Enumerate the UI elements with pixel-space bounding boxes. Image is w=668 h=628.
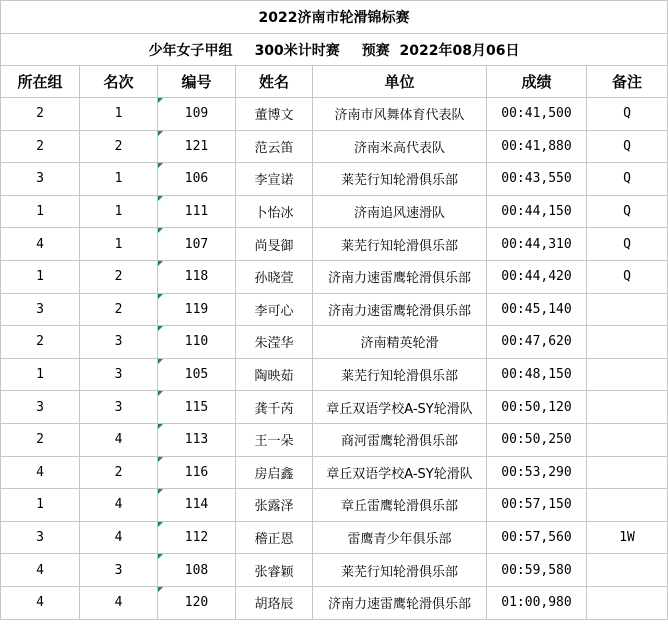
- cell-rank: 1: [80, 98, 158, 131]
- header-name: 姓名: [236, 66, 313, 98]
- cell-bib: 121: [158, 130, 236, 163]
- cell-name: 尚旻御: [236, 228, 313, 261]
- cell-result: 00:41,500: [487, 98, 587, 131]
- table-row: [1, 586, 668, 619]
- cell-group: 2: [1, 423, 80, 456]
- cell-name: 陶映茹: [236, 358, 313, 391]
- cell-note: [587, 391, 668, 424]
- cell-name: 张睿颖: [236, 554, 313, 587]
- cell-bib: 114: [158, 489, 236, 522]
- cell-unit: 济南力速雷鹰轮滑俱乐部: [313, 260, 487, 293]
- cell-name: 胡珞辰: [236, 586, 313, 619]
- cell-result: 00:50,250: [487, 423, 587, 456]
- cell-rank: 4: [80, 521, 158, 554]
- cell-name: 房启鑫: [236, 456, 313, 489]
- cell-group: 3: [1, 293, 80, 326]
- cell-result: 00:44,420: [487, 260, 587, 293]
- cell-bib: 105: [158, 358, 236, 391]
- cell-group: 1: [1, 489, 80, 522]
- cell-group: 2: [1, 98, 80, 131]
- cell-result: 00:57,560: [487, 521, 587, 554]
- cell-result: 00:41,880: [487, 130, 587, 163]
- cell-unit: 莱芜行知轮滑俱乐部: [313, 554, 487, 587]
- subtitle-group: 少年女子甲组: [148, 42, 233, 59]
- cell-unit: 莱芜行知轮滑俱乐部: [313, 228, 487, 261]
- table-row: [1, 163, 668, 196]
- table-row: [1, 521, 668, 554]
- cell-result: 00:45,140: [487, 293, 587, 326]
- cell-bib: 107: [158, 228, 236, 261]
- cell-bib: 106: [158, 163, 236, 196]
- cell-group: 4: [1, 586, 80, 619]
- cell-rank: 2: [80, 456, 158, 489]
- cell-name: 张露泽: [236, 489, 313, 522]
- table-row: [1, 456, 668, 489]
- cell-rank: 2: [80, 260, 158, 293]
- cell-rank: 3: [80, 358, 158, 391]
- cell-name: 董博文: [236, 98, 313, 131]
- cell-unit: 商河雷鹰轮滑俱乐部: [313, 423, 487, 456]
- cell-bib: 116: [158, 456, 236, 489]
- table-row: [1, 195, 668, 228]
- cell-group: 3: [1, 391, 80, 424]
- cell-result: 00:50,120: [487, 391, 587, 424]
- cell-rank: 4: [80, 423, 158, 456]
- cell-bib: 109: [158, 98, 236, 131]
- cell-group: 4: [1, 456, 80, 489]
- cell-bib: 110: [158, 326, 236, 359]
- cell-note: [587, 358, 668, 391]
- cell-unit: 莱芜行知轮滑俱乐部: [313, 358, 487, 391]
- cell-group: 1: [1, 195, 80, 228]
- cell-rank: 3: [80, 554, 158, 587]
- cell-result: 01:00,980: [487, 586, 587, 619]
- cell-name: 朱滢华: [236, 326, 313, 359]
- cell-result: 00:44,150: [487, 195, 587, 228]
- cell-rank: 3: [80, 326, 158, 359]
- cell-note: [587, 326, 668, 359]
- table-row: [1, 423, 668, 456]
- table-row: [1, 130, 668, 163]
- cell-note: Q: [587, 98, 668, 131]
- cell-note: Q: [587, 260, 668, 293]
- cell-name: 卜怡冰: [236, 195, 313, 228]
- cell-rank: 4: [80, 489, 158, 522]
- cell-bib: 111: [158, 195, 236, 228]
- cell-group: 2: [1, 326, 80, 359]
- cell-group: 4: [1, 228, 80, 261]
- cell-note: Q: [587, 228, 668, 261]
- table-row: [1, 391, 668, 424]
- table-row: [1, 228, 668, 261]
- table-row: [1, 98, 668, 131]
- header-row: [1, 66, 668, 98]
- header-result: 成绩: [487, 66, 587, 98]
- cell-result: 00:57,150: [487, 489, 587, 522]
- cell-note: [587, 489, 668, 522]
- header-bib: 编号: [158, 66, 236, 98]
- cell-unit: 济南精英轮滑: [313, 326, 487, 359]
- cell-rank: 1: [80, 163, 158, 196]
- header-note: 备注: [587, 66, 668, 98]
- cell-rank: 3: [80, 391, 158, 424]
- cell-result: 00:59,580: [487, 554, 587, 587]
- table-row: [1, 326, 668, 359]
- cell-group: 1: [1, 260, 80, 293]
- cell-rank: 1: [80, 195, 158, 228]
- cell-name: 范云笛: [236, 130, 313, 163]
- cell-bib: 115: [158, 391, 236, 424]
- table-row: [1, 489, 668, 522]
- cell-note: Q: [587, 130, 668, 163]
- cell-group: 4: [1, 554, 80, 587]
- cell-bib: 112: [158, 521, 236, 554]
- cell-bib: 120: [158, 586, 236, 619]
- cell-unit: 章丘雷鹰轮滑俱乐部: [313, 489, 487, 522]
- cell-result: 00:44,310: [487, 228, 587, 261]
- table-row: [1, 358, 668, 391]
- cell-result: 00:43,550: [487, 163, 587, 196]
- sheet-title: 2022济南市轮滑锦标赛: [1, 1, 668, 34]
- cell-note: [587, 554, 668, 587]
- cell-unit: 济南米高代表队: [313, 130, 487, 163]
- cell-unit: 章丘双语学校A-SY轮滑队: [313, 456, 487, 489]
- header-group: 所在组: [1, 66, 80, 98]
- cell-result: 00:53,290: [487, 456, 587, 489]
- header-rank: 名次: [80, 66, 158, 98]
- table-row: [1, 554, 668, 587]
- cell-unit: 雷鹰青少年俱乐部: [313, 521, 487, 554]
- cell-rank: 4: [80, 586, 158, 619]
- cell-note: [587, 456, 668, 489]
- cell-bib: 119: [158, 293, 236, 326]
- cell-rank: 1: [80, 228, 158, 261]
- cell-name: 孙晓萱: [236, 260, 313, 293]
- cell-name: 龚千芮: [236, 391, 313, 424]
- cell-result: 00:48,150: [487, 358, 587, 391]
- subtitle-event: 300米计时赛: [254, 42, 340, 59]
- cell-note: [587, 586, 668, 619]
- subtitle-date: 2022年08月06日: [399, 42, 520, 59]
- cell-result: 00:47,620: [487, 326, 587, 359]
- cell-unit: 济南力速雷鹰轮滑俱乐部: [313, 293, 487, 326]
- header-unit: 单位: [313, 66, 487, 98]
- cell-unit: 济南追风速滑队: [313, 195, 487, 228]
- subtitle-row: [1, 34, 668, 66]
- results-body: [1, 98, 668, 620]
- cell-name: 王一朵: [236, 423, 313, 456]
- cell-group: 1: [1, 358, 80, 391]
- cell-unit: 济南市风舞体育代表队: [313, 98, 487, 131]
- cell-name: 李可心: [236, 293, 313, 326]
- cell-unit: 章丘双语学校A-SY轮滑队: [313, 391, 487, 424]
- cell-rank: 2: [80, 130, 158, 163]
- cell-note: Q: [587, 163, 668, 196]
- sheet-subtitle: [1, 34, 668, 66]
- subtitle-round: 预赛: [361, 42, 390, 59]
- cell-name: 李宣诺: [236, 163, 313, 196]
- table-row: [1, 293, 668, 326]
- cell-group: 3: [1, 163, 80, 196]
- cell-bib: 113: [158, 423, 236, 456]
- cell-name: 稽正恩: [236, 521, 313, 554]
- cell-unit: 莱芜行知轮滑俱乐部: [313, 163, 487, 196]
- cell-note: 1W: [587, 521, 668, 554]
- cell-bib: 118: [158, 260, 236, 293]
- cell-group: 3: [1, 521, 80, 554]
- table-row: [1, 260, 668, 293]
- cell-note: [587, 423, 668, 456]
- cell-note: [587, 293, 668, 326]
- cell-rank: 2: [80, 293, 158, 326]
- cell-unit: 济南力速雷鹰轮滑俱乐部: [313, 586, 487, 619]
- cell-group: 2: [1, 130, 80, 163]
- cell-note: Q: [587, 195, 668, 228]
- cell-bib: 108: [158, 554, 236, 587]
- title-row: [1, 1, 668, 34]
